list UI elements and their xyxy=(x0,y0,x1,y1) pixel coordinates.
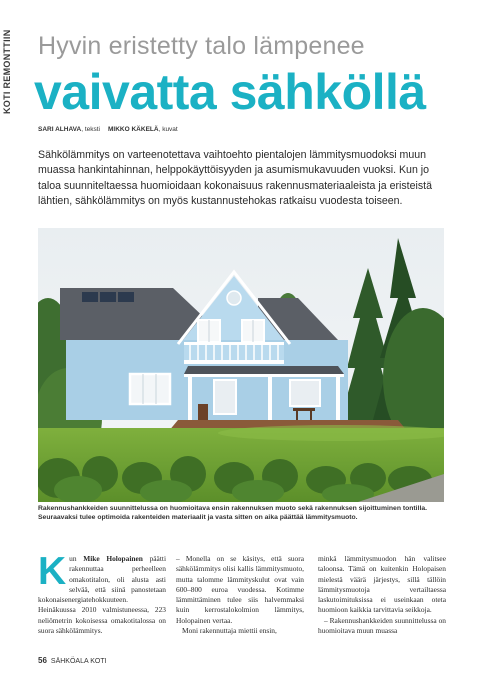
byline-author: SARI ALHAVA xyxy=(38,126,82,133)
body-column-3 xyxy=(318,554,446,636)
page-footer xyxy=(38,656,107,665)
section-label: KOTI REMONTTIIN xyxy=(2,29,12,114)
body-paragraph: – Monella on se käsitys, että suora sähkölämmitys olisi kallis lämmitysmuoto, mutta talomme lämmityskulut ovat vain 600–800 euroa vuodessa. Kotimme lämmittäminen tulee siis halvemmaksi kuin kerrostalokolmion lämmitys, Holopainen vertaa. xyxy=(176,554,304,625)
body-column-2 xyxy=(176,554,304,636)
byline xyxy=(38,126,178,133)
body-paragraph: Moni rakennuttaja miettii ensin, xyxy=(182,626,277,636)
body-text: päätti rakennuttaa perheelleen omakotitalon, oli alusta asti selvää, että siinä panostetaan kokonaisenergiatehokkuuteen. Heinäkuussa 2010 valmistuneessa, 223 neliömetrin kokoisessa omakotitalossa on suora sähkölämmitys. xyxy=(38,554,166,636)
byline-author-role: , teksti xyxy=(81,126,101,133)
body-paragraph: – Rakennushankkeiden suunnittelussa on huomioitava muun muassa xyxy=(318,615,446,636)
person-name: Mike Holopainen xyxy=(83,554,143,563)
body-column-1 xyxy=(38,550,166,636)
body-paragraph xyxy=(38,550,166,636)
page-number: 56 xyxy=(38,656,47,665)
house-photo xyxy=(38,228,444,502)
lead-paragraph: Sähkölämmitys on varteenotettava vaihtoehto pientalojen lämmitysmuodoksi muun muassa hankintahinnan, helppokäyttöisyyden ja asumismukavuuden vuoksi. Kun jo taloa suunniteltaessa huomioidaan kokonaisuus rakennusmateriaaleista ja eristeistä lähtien, sähkölämmitys on myös kustannustehokas ratkaisu vuodesta toiseen. xyxy=(38,149,432,208)
photo-caption: Rakennushankkeiden suunnittelussa on huomioitava ensin rakennuksen muoto sekä rakennuksen sijoittuminen tontilla. Seuraavaksi tulee optimoida rakenteiden materiaalit ja vasta sitten on aika päättää lämmitysmuoto. xyxy=(38,505,428,521)
byline-photographer-role: , kuvat xyxy=(158,126,178,133)
headline-line-1: Hyvin eristetty talo lämpenee xyxy=(38,32,365,60)
house-illustration xyxy=(38,228,444,502)
byline-photographer: MIKKO KÄKELÄ xyxy=(108,126,159,133)
drop-cap: K xyxy=(38,550,67,593)
headline-line-2: vaivatta sähköllä xyxy=(34,64,426,120)
magazine-name: SÄHKÖALA KOTI xyxy=(50,658,107,665)
body-paragraph: minkä lämmitysmuodon hän valitsee taloonsa. Tämä on kuitenkin Holopaisen mielestä väärä järjestys, sillä tällöin lämmitysmuotoja vertailtaessa laskutoimituksissa ei useinkaan oteta huomioon kaikkia tarvittavia seikkoja. xyxy=(318,554,446,615)
body-text: un xyxy=(69,554,84,563)
